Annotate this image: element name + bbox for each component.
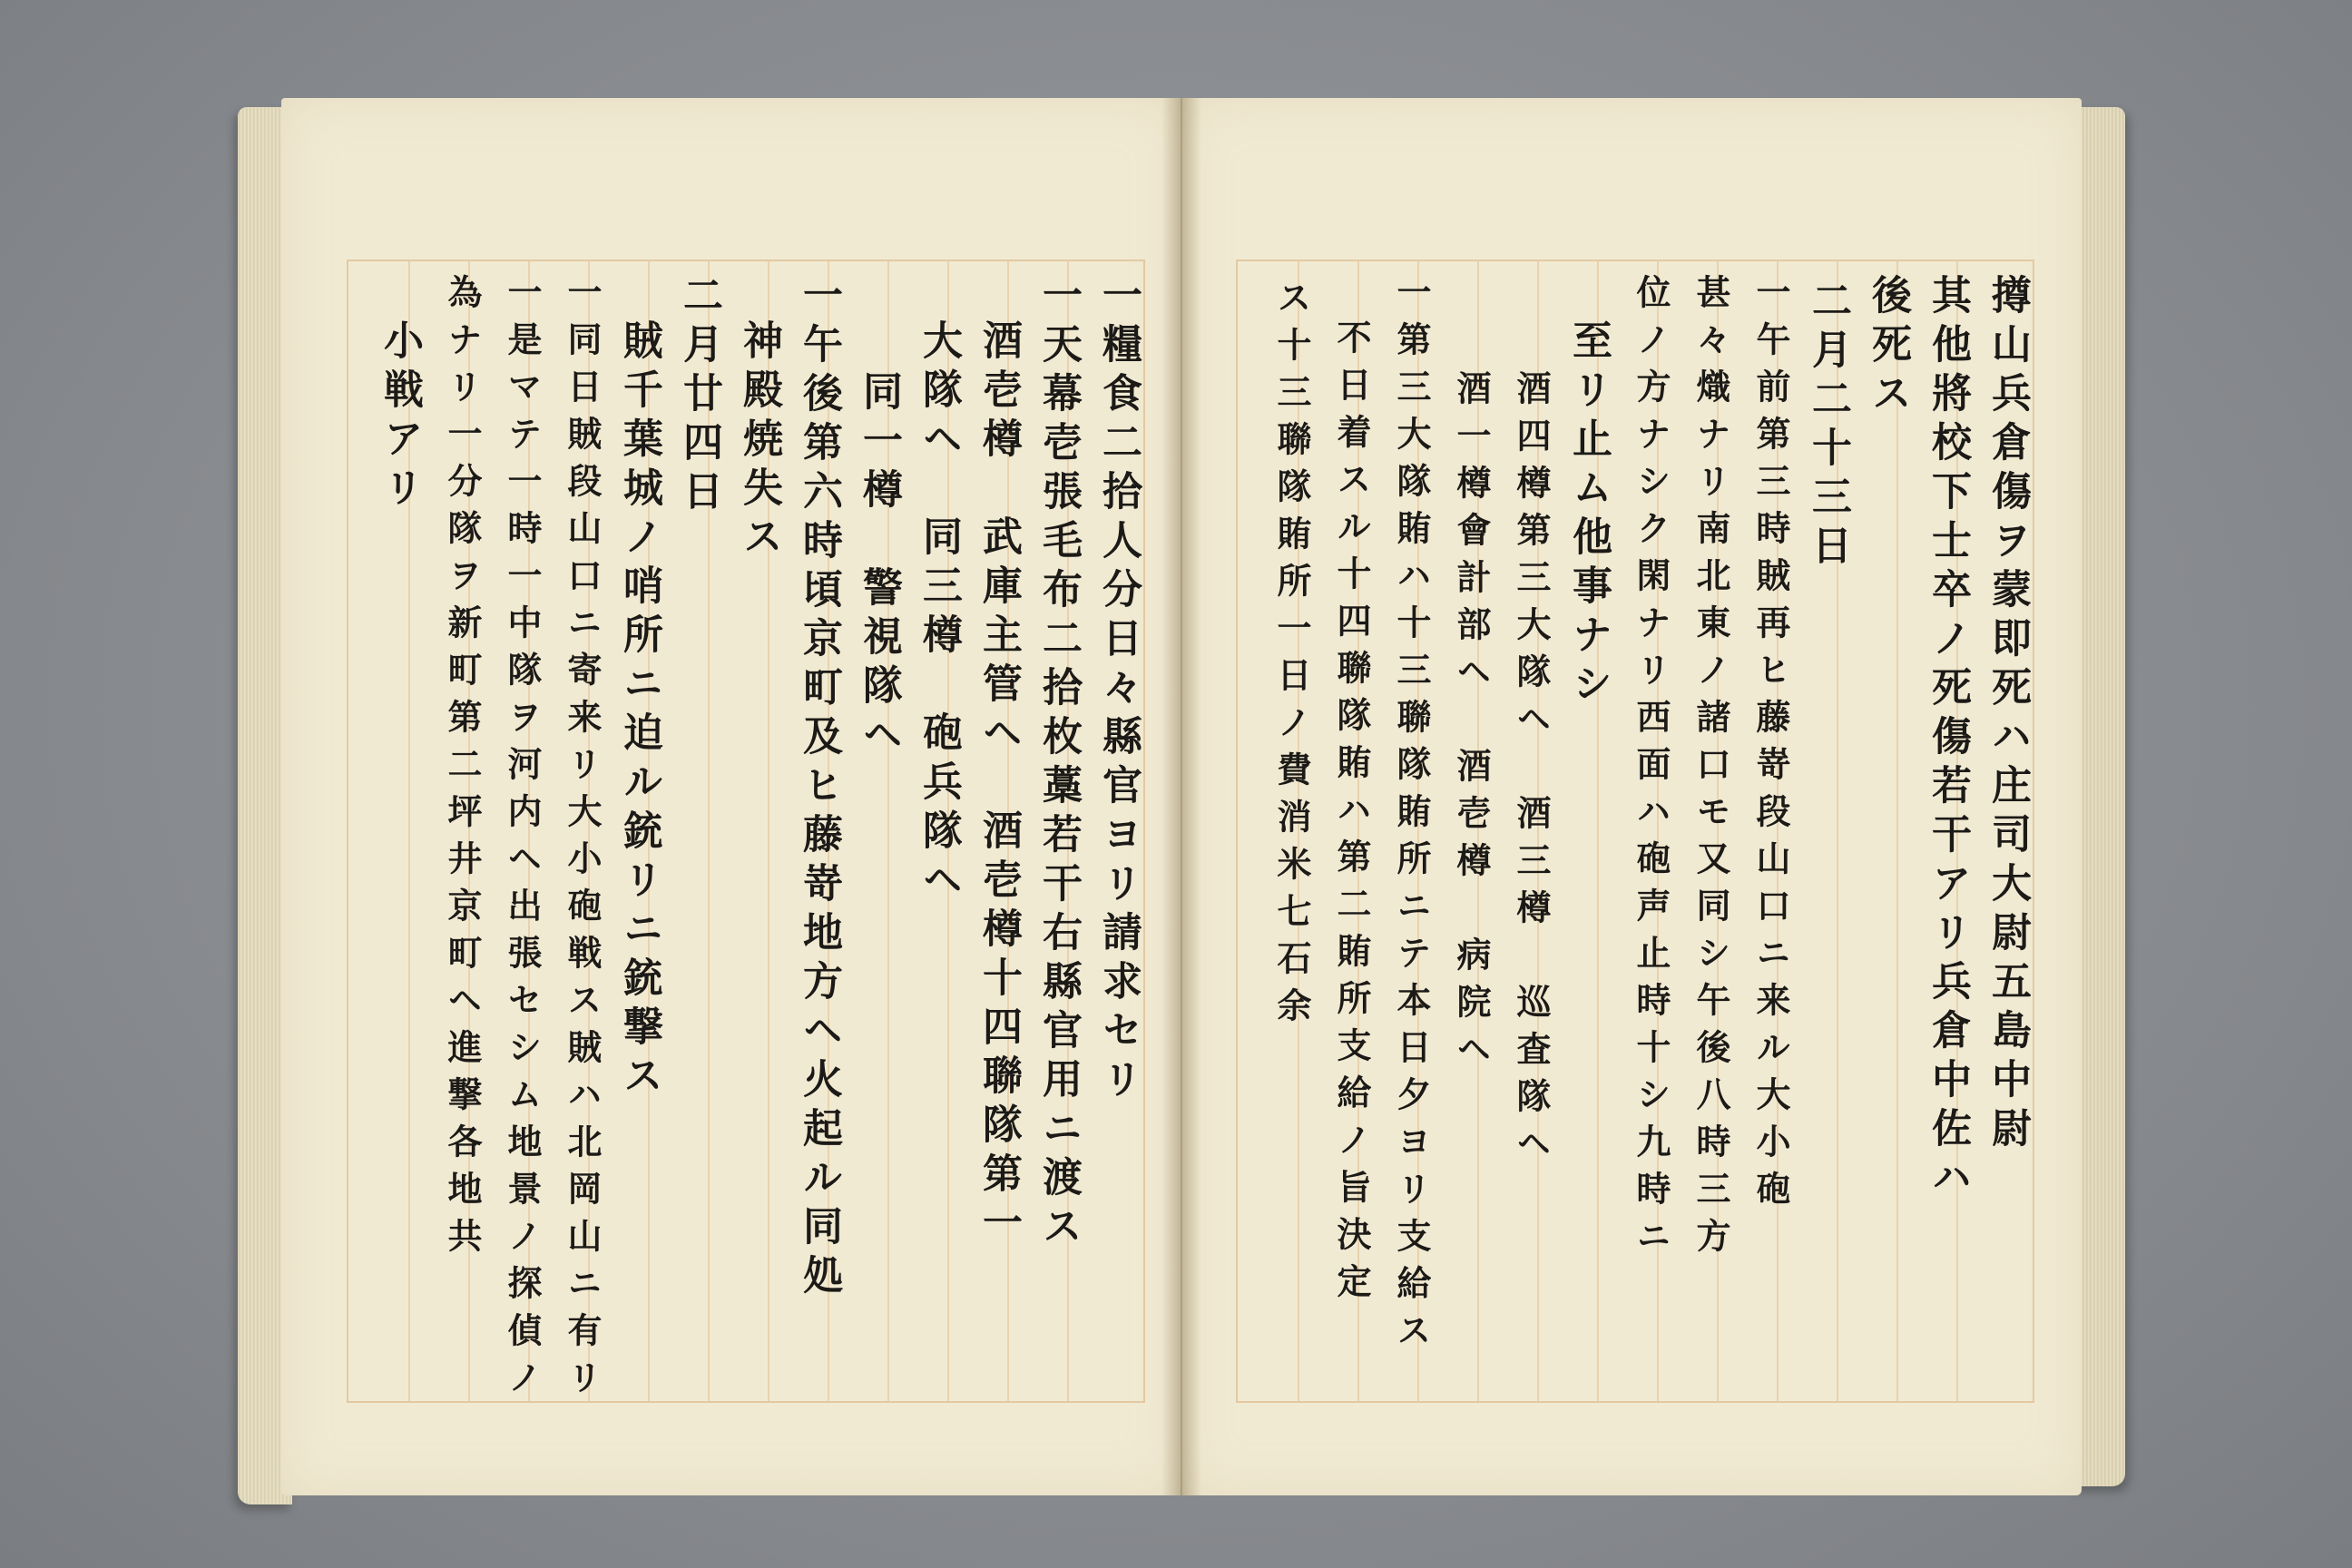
left-column-13: 小戦アリ xyxy=(377,319,423,515)
right-column-10: 酒一樽會計部ヘ 酒壱樽 病院ヘ xyxy=(1451,370,1492,1078)
right-column-8: 至リ止ム他事ナシ xyxy=(1565,319,1612,711)
open-book xyxy=(238,91,2125,1511)
left-column-3: 酒壱樽 武庫主管ヘ 酒壱樽十四聯隊第一 xyxy=(975,319,1022,1250)
left-column-10: 一同日賊段山口ニ寄来リ大小砲戦ス賊ハ北岡山ニ有リ xyxy=(562,274,603,1406)
right-column-4: 二月二十三日 xyxy=(1805,279,1851,573)
right-page-ruled-frame xyxy=(1236,260,2034,1403)
right-column-7: 位ノ方ナシク閑ナリ西面ハ砲声止時十シ九時ニ xyxy=(1631,274,1671,1265)
right-column-1: 撙山兵倉傷ヲ蒙即死ハ庄司大尉五島中尉 xyxy=(1984,274,2031,1156)
right-column-13: ス十三聯隊賄所一日ノ費消米七石余 xyxy=(1271,279,1312,1034)
left-column-4: 大隊ヘ 同三樽 砲兵隊ヘ xyxy=(916,319,962,907)
right-column-2: 其他將校下士卒ノ死傷若干アリ兵倉中佐ハ xyxy=(1925,274,1971,1205)
right-column-11: 一第三大隊賄ハ十三聯隊賄所ニテ本日夕ヨリ支給ス xyxy=(1391,274,1432,1359)
left-column-7: 神殿焼失ス xyxy=(736,319,782,564)
right-column-9: 酒四樽第三大隊ヘ 酒三樽 巡査隊ヘ xyxy=(1511,370,1552,1172)
book-gutter xyxy=(1161,98,1201,1495)
right-column-3: 後死ス xyxy=(1865,274,1911,421)
right-column-6: 甚々熾ナリ南北東ノ諸口モ又同シ午後八時三方 xyxy=(1690,274,1731,1265)
left-column-6: 一午後第六時頃京町及ヒ藤嵜地方ヘ火起ル同処 xyxy=(796,274,842,1303)
left-column-12: 為ナリ一分隊ヲ新町第二坪井京町ヘ進撃各地共 xyxy=(442,274,483,1265)
left-page xyxy=(281,98,1181,1495)
left-column-5: 同一樽 警視隊ヘ xyxy=(856,370,902,762)
left-column-1: 一糧食二拾人分日々縣官ヨリ請求セリ xyxy=(1095,274,1142,1107)
left-page-ruled-frame xyxy=(347,260,1145,1406)
right-column-5: 一午前第三時賊再ヒ藤嵜段山口ニ来ル大小砲 xyxy=(1750,274,1791,1218)
left-column-9: 賊千葉城ノ哨所ニ迫ル銃リニ銃撃ス xyxy=(616,319,662,1103)
left-column-2: 一天幕壱張毛布二拾枚藁若干右縣官用ニ渡ス xyxy=(1035,274,1082,1254)
right-page xyxy=(1181,98,2082,1495)
right-column-12: 不日着スル十四聯隊賄ハ第二賄所支給ノ旨決定 xyxy=(1331,319,1372,1310)
left-column-8: 二月廿四日 xyxy=(676,274,722,519)
left-column-11: 一是マテ一時一中隊ヲ河内ヘ出張セシム地景ノ探偵ノ xyxy=(502,274,543,1406)
